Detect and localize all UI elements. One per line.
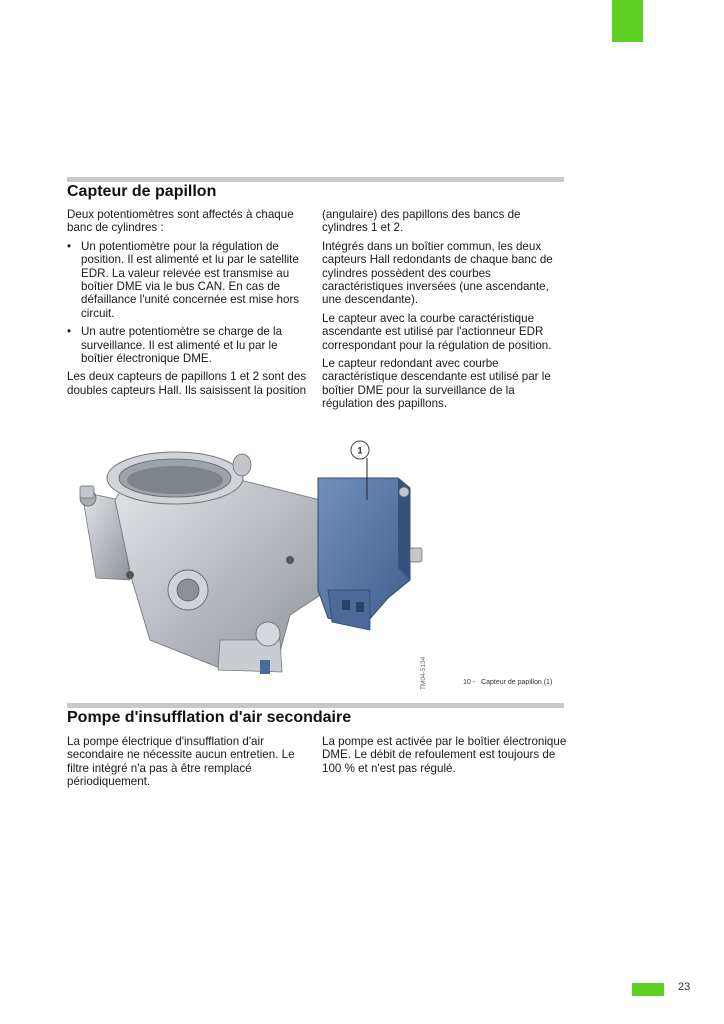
section2-column-left	[67, 735, 310, 794]
section-heading-pompe: Pompe d'insufflation d'air secondaire	[67, 709, 352, 726]
section-rule-2	[67, 703, 564, 708]
section-tab-top	[612, 0, 643, 42]
paragraph: La pompe est activée par le boîtier électronique DME. Le débit de refoulement est toujours de 100 % et n'est pas régulé.	[322, 735, 567, 775]
callout-number: 1	[357, 445, 363, 456]
paragraph: La pompe électrique d'insufflation d'air secondaire ne nécessite aucun entretien. Le filtre intégré n'a pas à être remplacé périodiquement.	[67, 735, 295, 789]
paragraph: Le capteur avec la courbe caractéristique ascendante est utilisé par l'actionneur EDR correspondant pour la régulation de position.	[322, 311, 552, 352]
throttle-body-illustration	[70, 440, 450, 685]
paragraph: Deux potentiomètres sont affectés à chaque banc de cylindres :	[67, 208, 294, 235]
section2-column-right	[322, 735, 567, 780]
section1-column-left	[67, 208, 310, 402]
throttle-position-sensor	[318, 478, 422, 630]
bullet-item: • Un potentiomètre pour la régulation de position. Il est alimenté et lu par le satellite EDR. La valeur relevée est transmise au boîtier DME via le bus CAN. En cas de défaillance l'unité concernée est mise hors circuit.	[67, 240, 310, 320]
section-heading-capteur: Capteur de papillon	[67, 183, 217, 200]
paragraph: Les deux capteurs de papillons 1 et 2 sont des doubles capteurs Hall. Ils saisissent la position	[67, 370, 307, 397]
paragraph: (angulaire) des papillons des bancs de cylindres 1 et 2.	[322, 208, 521, 235]
bullet-item: • Un autre potentiomètre se charge de la surveillance. Il est alimenté et lu par le boîtier électronique DME.	[67, 325, 310, 365]
section-rule-1	[67, 177, 564, 182]
figure-caption	[463, 679, 558, 686]
bullet-list	[67, 240, 310, 366]
page-number: 23	[678, 981, 691, 993]
section1-column-right	[322, 208, 567, 416]
paragraph: Intégrés dans un boîtier commun, les deux capteurs Hall redondants de chaque banc de cylindres possèdent des courbes caractéristiques inversées (une ascendante, une descendante).	[322, 239, 553, 307]
figure-code: TM04-5134	[420, 656, 427, 690]
caption-text: Capteur de papillon (1)	[481, 679, 553, 686]
paragraph: Le capteur redondant avec courbe caractéristique descendante est utilisé par le boîtier DME pour la surveillance de la régulation des papillons.	[322, 357, 551, 411]
section-tab-bottom	[632, 983, 664, 996]
caption-number: 10 -	[463, 679, 476, 686]
